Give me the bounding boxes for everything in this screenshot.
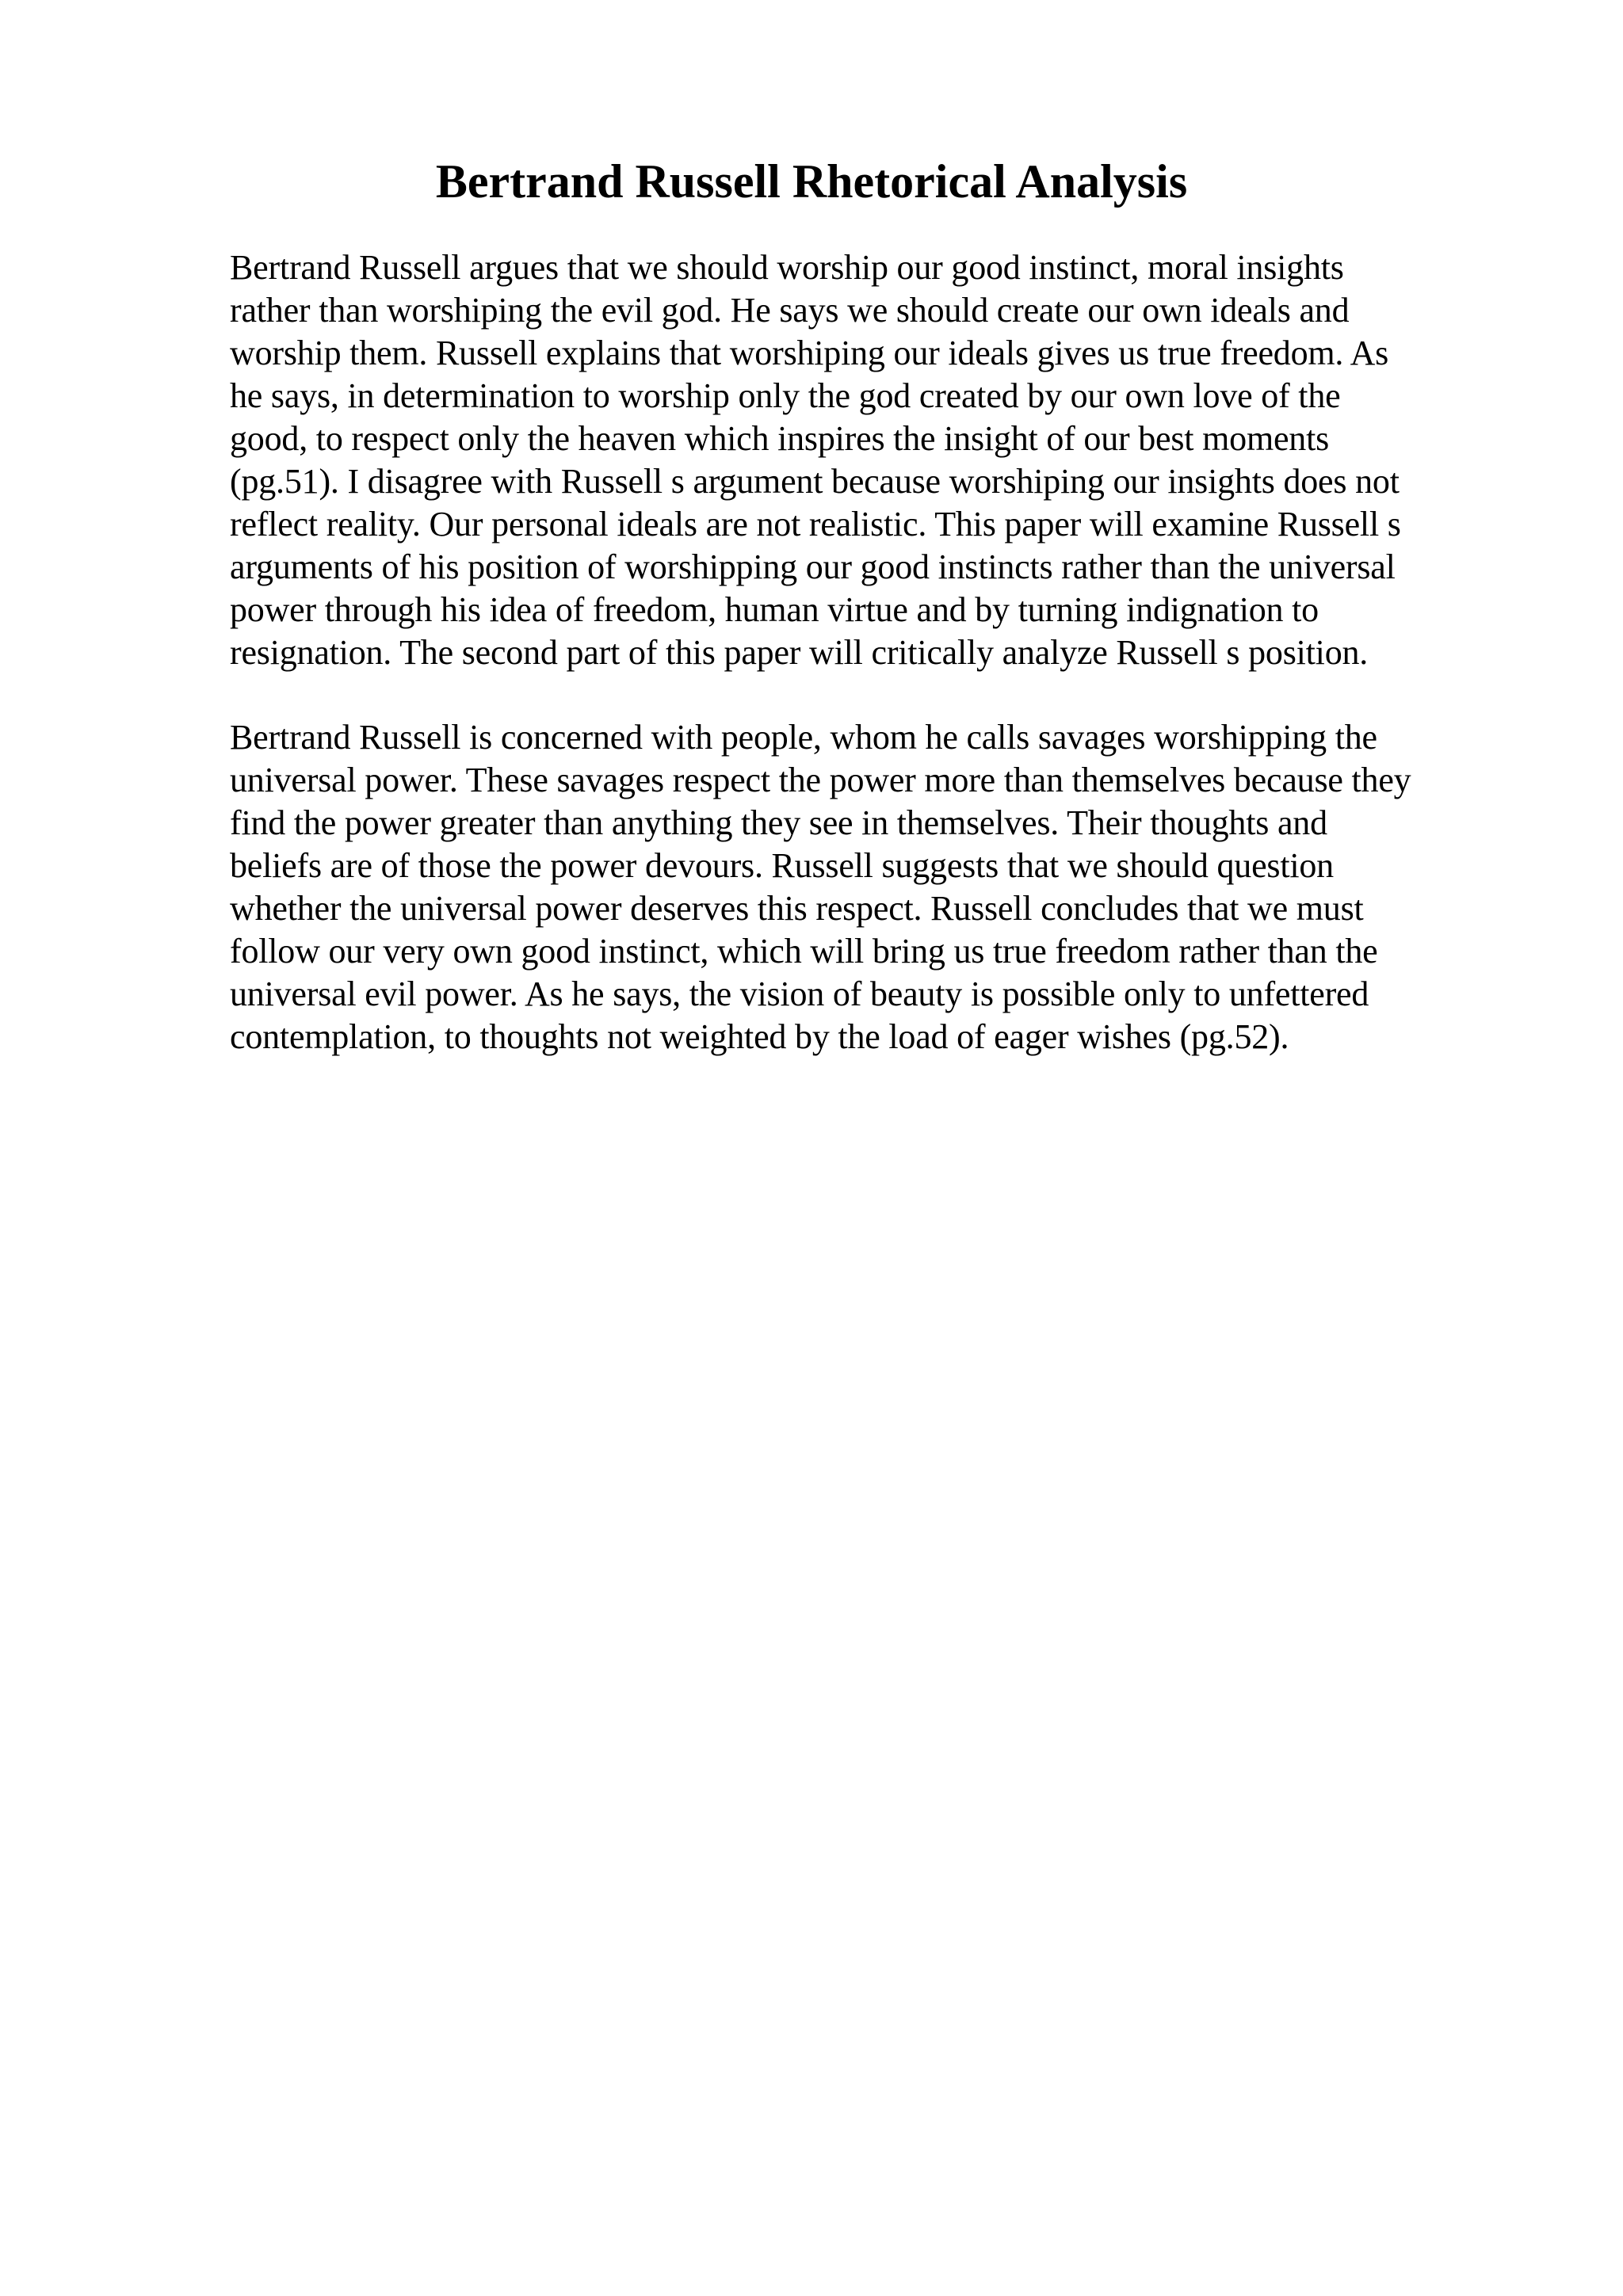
paragraph-2-line: universal power. These savages respect the power more than themselves because they bbox=[230, 761, 1411, 799]
paragraph-1-line: good, to respect only the heaven which inspires the insight of our best moments bbox=[230, 419, 1330, 458]
paragraph-2-line: find the power greater than anything they see in themselves. Their thoughts and bbox=[230, 803, 1327, 842]
paragraph-2-line: whether the universal power deserves this respect. Russell concludes that we must bbox=[230, 889, 1364, 928]
paragraph-2-line: universal evil power. As he says, the vision of beauty is possible only to unfettered bbox=[230, 974, 1369, 1013]
paragraph-2-line: Bertrand Russell is concerned with people, whom he calls savages worshipping the bbox=[230, 718, 1377, 757]
paragraph-1-line: power through his idea of freedom, human virtue and by turning indignation to bbox=[230, 590, 1319, 629]
paragraph-1-line: resignation. The second part of this paper will critically analyze Russell s position. bbox=[230, 633, 1369, 672]
paragraph-1-line: arguments of his position of worshipping our good instincts rather than the universal bbox=[230, 547, 1396, 586]
paragraph-2-line: contemplation, to thoughts not weighted by the load of eager wishes (pg.52). bbox=[230, 1017, 1289, 1056]
paragraph-1-line: reflect reality. Our personal ideals are not realistic. This paper will examine Russell s bbox=[230, 505, 1401, 543]
paragraph-2 bbox=[230, 716, 1514, 1058]
paragraph-2-line: follow our very own good instinct, which will bring us true freedom rather than the bbox=[230, 932, 1378, 971]
paragraph-1-line: worship them. Russell explains that worshiping our ideals gives us true freedom. As bbox=[230, 334, 1389, 372]
document-title: Bertrand Russell Rhetorical Analysis bbox=[435, 155, 1188, 208]
paragraph-2-line: beliefs are of those the power devours. Russell suggests that we should question bbox=[230, 846, 1334, 885]
paragraph-1-line: he says, in determination to worship only the god created by our own love of the bbox=[230, 376, 1341, 415]
paragraph-1-line: rather than worshiping the evil god. He says we should create our own ideals and bbox=[230, 291, 1350, 330]
paragraph-1-line: (pg.51). I disagree with Russell s argument because worshiping our insights does not bbox=[230, 462, 1400, 501]
paragraph-1-line: Bertrand Russell argues that we should worship our good instinct, moral insights bbox=[230, 248, 1344, 287]
paragraph-1 bbox=[230, 246, 1514, 674]
